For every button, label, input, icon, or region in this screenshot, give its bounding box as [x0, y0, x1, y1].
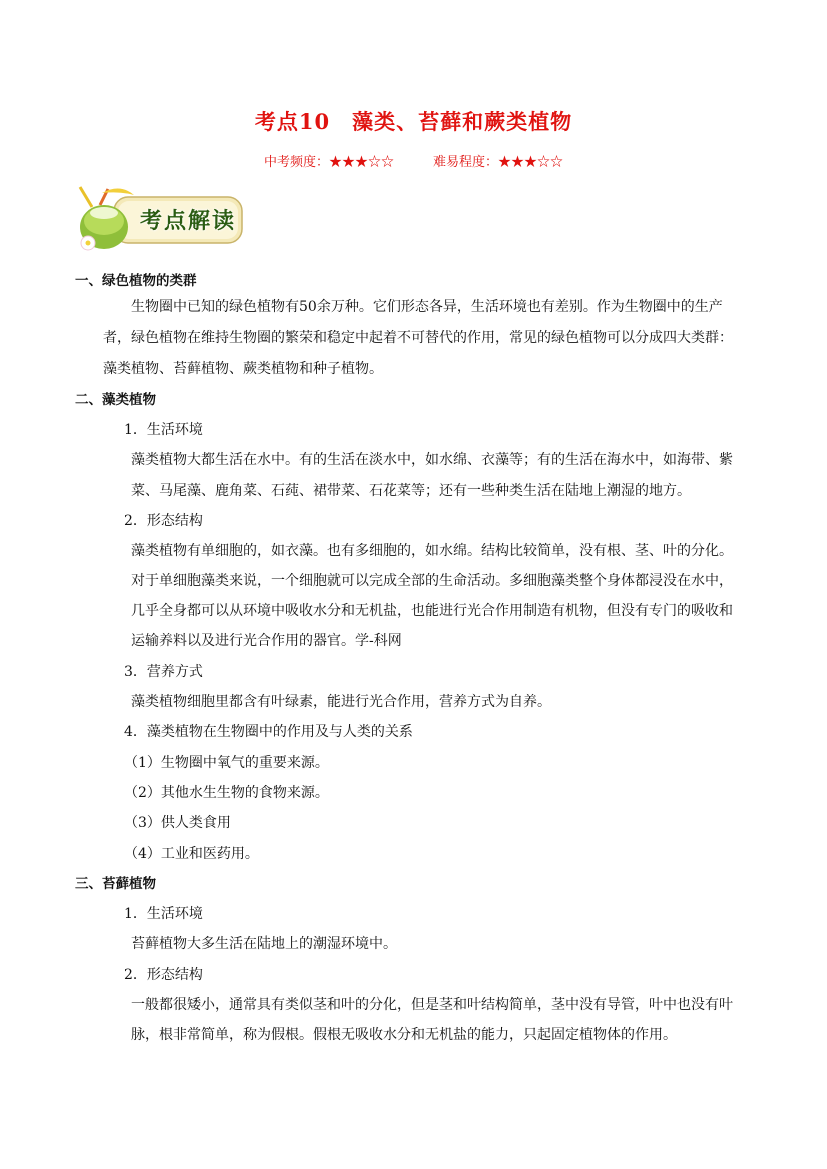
subsection-label: 1．生活环境	[124, 422, 203, 438]
subsection-label: 2．形态结构	[124, 513, 203, 529]
badge-label: 考点解读	[139, 208, 236, 234]
paragraph-line: 者，绿色植物在维持生物圈的繁荣和稳定中起着不可替代的作用，常见的绿色植物可以分成四大类群：	[103, 330, 733, 346]
page-title: 考点10 藻类、苔藓和蕨类植物	[254, 109, 573, 134]
list-item: （2）其他水生生物的食物来源。	[124, 785, 329, 801]
subsection-label: 2．形态结构	[124, 967, 203, 983]
subsection-label: 4．藻类植物在生物圈中的作用及与人类的关系	[124, 724, 413, 740]
section-heading: 二、藻类植物	[75, 392, 156, 408]
section-heading: 一、绿色植物的类群	[75, 273, 197, 289]
difficulty-rating: 中考频度：★★★☆☆ 难易程度：★★★☆☆	[263, 155, 563, 170]
paragraph-line: 菜、马尾藻、鹿角菜、石莼、裙带菜、石花菜等；还有一些种类生活在陆地上潮湿的地方。	[131, 483, 691, 499]
paragraph-line: 几乎全身都可以从环境中吸收水分和无机盐，也能进行光合作用制造有机物，但没有专门的吸收和	[131, 603, 733, 619]
paragraph-line: 藻类植物大都生活在水中。有的生活在淡水中，如水绵、衣藻等；有的生活在海水中，如海带、紫	[131, 452, 733, 468]
paragraph-line: 运输养料以及进行光合作用的器官。学-科网	[131, 633, 402, 649]
paragraph-line: 藻类植物有单细胞的，如衣藻。也有多细胞的，如水绵。结构比较简单，没有根、茎、叶的分化。	[131, 543, 733, 559]
paragraph-line: 藻类植物细胞里都含有叶绿素，能进行光合作用，营养方式为自养。	[131, 694, 551, 710]
subsection-label: 3．营养方式	[124, 664, 203, 680]
paragraph-line: 苔藓植物大多生活在陆地上的潮湿环境中。	[131, 936, 397, 952]
paragraph-line: 脉，根非常简单，称为假根。假根无吸收水分和无机盐的能力，只起固定植物体的作用。	[131, 1027, 677, 1043]
list-item: （4）工业和医药用。	[124, 846, 259, 862]
paragraph-line: 藻类植物、苔藓植物、蕨类植物和种子植物。	[103, 361, 383, 377]
list-item: （3）供人类食用	[124, 815, 231, 831]
paragraph-line: 对于单细胞藻类来说，一个细胞就可以完成全部的生命活动。多细胞藻类整个身体都浸没在水中，	[131, 573, 733, 589]
section-badge	[74, 185, 244, 255]
section-heading: 三、苔藓植物	[75, 876, 156, 892]
subsection-label: 1．生活环境	[124, 906, 203, 922]
paragraph-line: 生物圈中已知的绿色植物有50余万种。它们形态各异，生活环境也有差别。作为生物圈中的生产	[131, 299, 723, 315]
paragraph-line: 一般都很矮小，通常具有类似茎和叶的分化，但是茎和叶结构简单，茎中没有导管，叶中也没有叶	[131, 997, 733, 1013]
list-item: （1）生物圈中氧气的重要来源。	[124, 755, 329, 771]
